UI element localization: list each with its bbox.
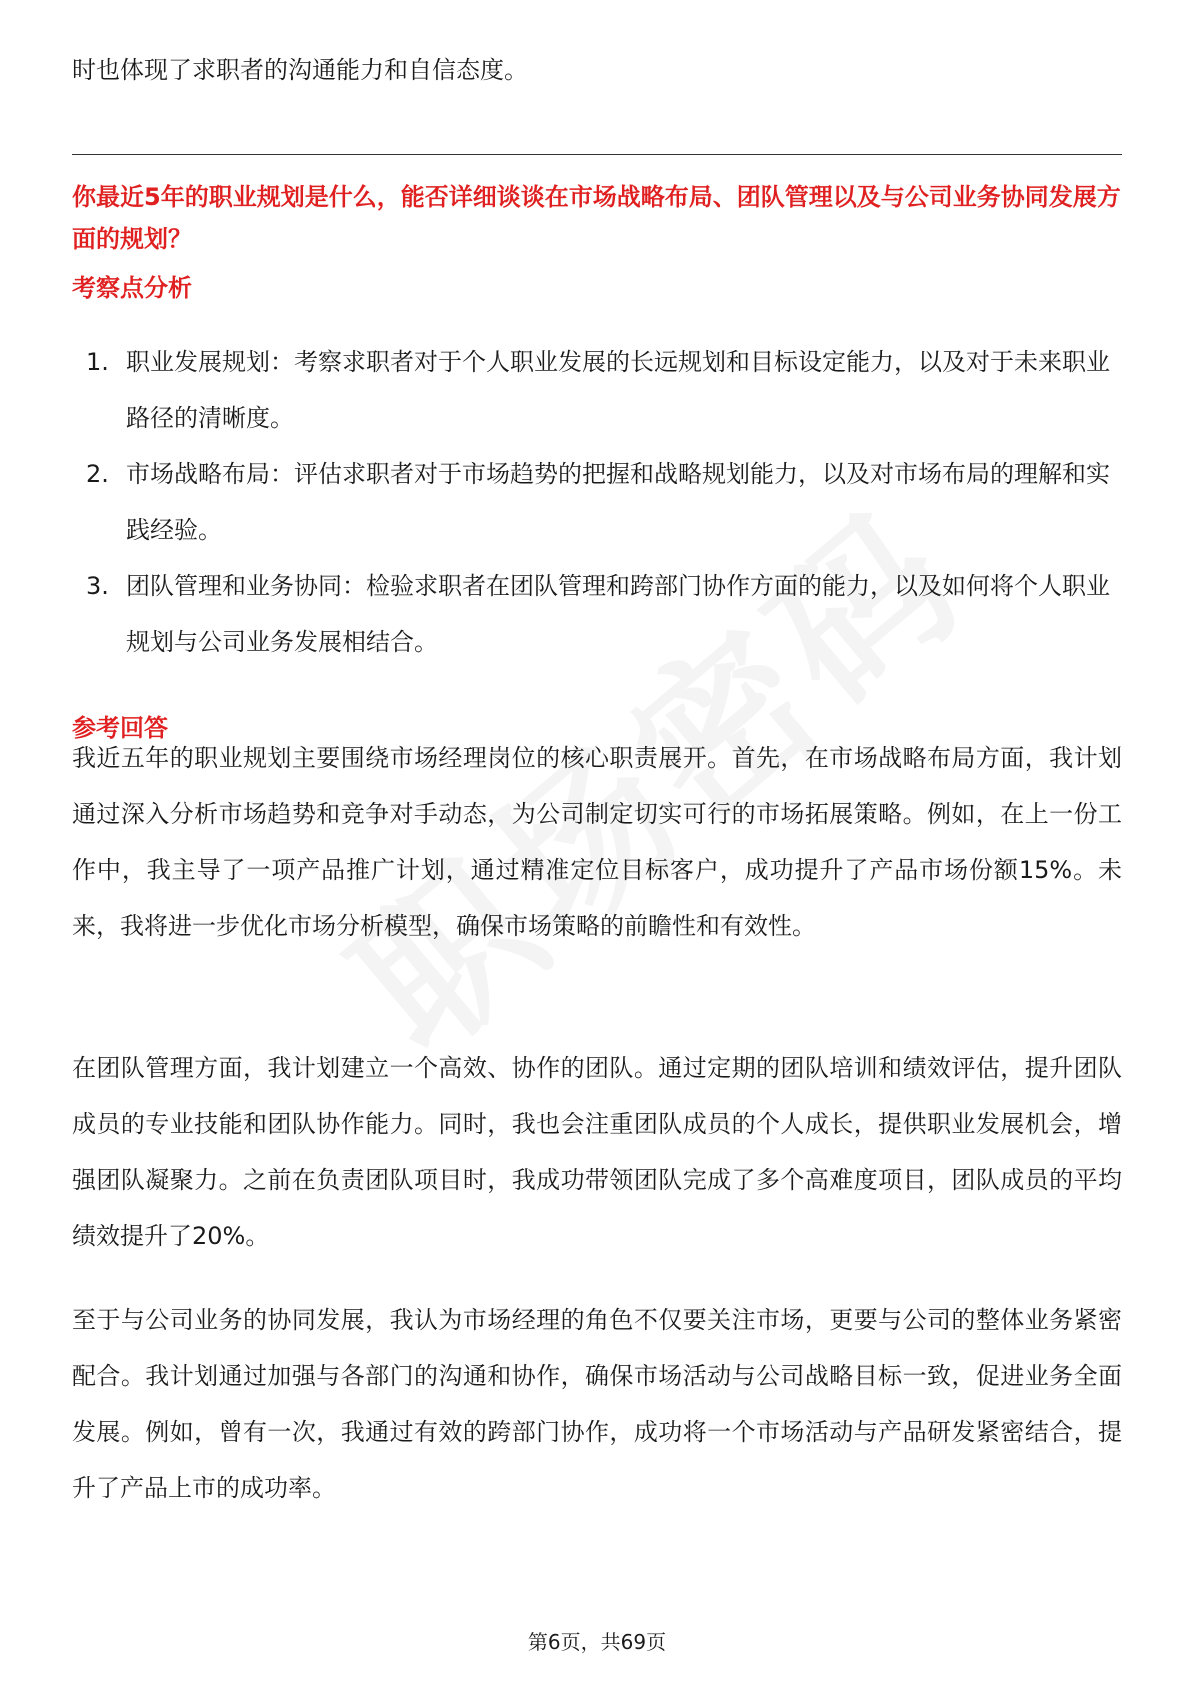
answer-heading: 参考回答 (72, 714, 168, 742)
list-number: 3. (86, 572, 109, 600)
analysis-item-text: 职业发展规划：考察求职者对于个人职业发展的长远规划和目标设定能力，以及对于未来职业路径的清晰度。 (126, 348, 1110, 432)
analysis-heading: 考察点分析 (72, 274, 192, 302)
list-number: 1. (86, 348, 109, 376)
analysis-item (72, 446, 1122, 558)
answer-paragraph: 至于与公司业务的协同发展，我认为市场经理的角色不仅要关注市场，更要与公司的整体业务紧密配合。我计划通过加强与各部门的沟通和协作，确保市场活动与公司战略目标一致，促进业务全面发展。例如，曾有一次，我通过有效的跨部门协作，成功将一个市场活动与产品研发紧密结合，提升了产品上市的成功率。 (72, 1306, 1122, 1502)
analysis-item (72, 558, 1122, 670)
list-number: 2. (86, 460, 109, 488)
analysis-item-text: 团队管理和业务协同：检验求职者在团队管理和跨部门协作方面的能力，以及如何将个人职业规划与公司业务发展相结合。 (126, 572, 1110, 656)
document-page (72, 0, 1122, 1684)
analysis-list (72, 334, 1122, 670)
question-title: 你最近5年的职业规划是什么，能否详细谈谈在市场战略布局、团队管理以及与公司业务协同发展方面的规划？ (72, 183, 1121, 253)
page-number: 第6页，共69页 (527, 1630, 667, 1654)
intro-text: 时也体现了求职者的沟通能力和自信态度。 (72, 56, 528, 84)
answer-paragraph: 在团队管理方面，我计划建立一个高效、协作的团队。通过定期的团队培训和绩效评估，提升团队成员的专业技能和团队协作能力。同时，我也会注重团队成员的个人成长，提供职业发展机会，增强团队凝聚力。之前在负责团队项目时，我成功带领团队完成了多个高难度项目，团队成员的平均绩效提升了20%。 (72, 1054, 1122, 1250)
answer-paragraph: 我近五年的职业规划主要围绕市场经理岗位的核心职责展开。首先，在市场战略布局方面，我计划通过深入分析市场趋势和竞争对手动态，为公司制定切实可行的市场拓展策略。例如，在上一份工作中，我主导了一项产品推广计划，通过精准定位目标客户，成功提升了产品市场份额15%。未来，我将进一步优化市场分析模型，确保市场策略的前瞻性和有效性。 (72, 744, 1122, 940)
analysis-item-text: 市场战略布局：评估求职者对于市场趋势的把握和战略规划能力，以及对市场布局的理解和实践经验。 (126, 460, 1110, 544)
section-divider (72, 154, 1122, 155)
analysis-item (72, 334, 1122, 446)
